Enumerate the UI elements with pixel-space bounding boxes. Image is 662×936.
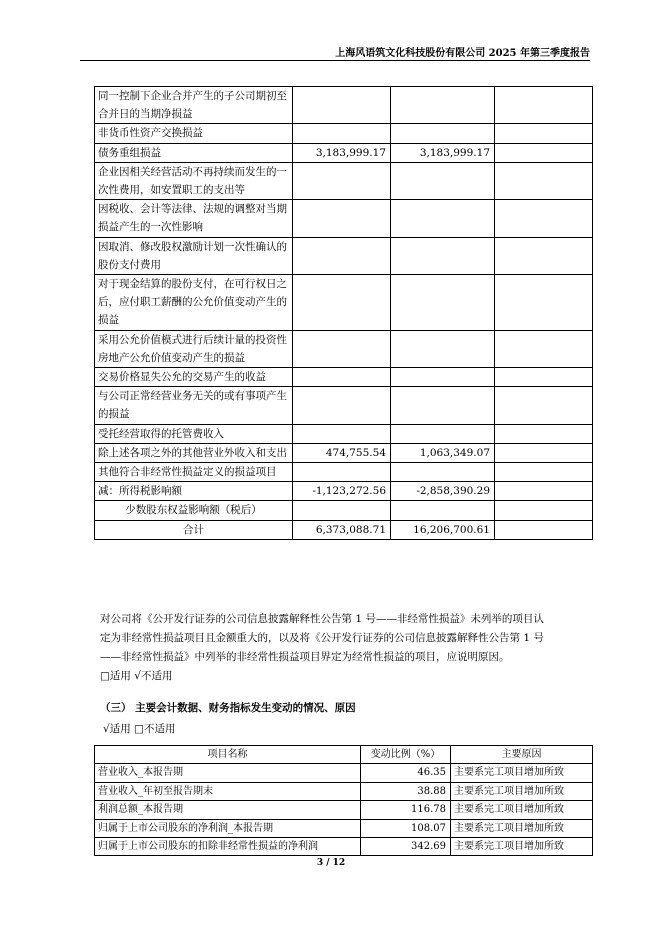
current-value xyxy=(293,124,391,143)
item-name: 利润总额_本报告期 xyxy=(95,801,361,819)
table-row xyxy=(95,200,593,237)
applicability-choice: □适用 √不适用 xyxy=(100,670,173,682)
item-name: 营业收入_本报告期 xyxy=(95,764,361,782)
table-row xyxy=(95,330,593,367)
current-value: 3,183,999.17 xyxy=(293,143,391,162)
current-value xyxy=(293,501,391,520)
item-label: 少数股东权益影响额（税后） xyxy=(95,501,293,520)
current-value xyxy=(293,387,391,424)
column-header: 项目名称 xyxy=(95,746,361,764)
ytd-value: 1,063,349.07 xyxy=(391,443,495,462)
ytd-value xyxy=(391,275,495,331)
table-row xyxy=(95,764,593,782)
table-row xyxy=(95,162,593,199)
note-cell xyxy=(495,143,593,162)
paragraph-line: 定为非经常性损益项目且金额重大的，以及将《公开发行证券的公司信息披露解释性公告第 1 号 xyxy=(100,632,544,644)
table-row xyxy=(95,443,593,462)
item-label: 采用公允价值模式进行后续计量的投资性房地产公允价值变动产生的损益 xyxy=(95,330,293,367)
ytd-value: -2,858,390.29 xyxy=(391,482,495,501)
table-row xyxy=(95,368,593,387)
note-cell xyxy=(495,87,593,124)
current-value xyxy=(293,237,391,274)
table-row xyxy=(95,520,593,539)
note-cell xyxy=(495,200,593,237)
item-label: 同一控制下企业合并产生的子公司期初至合并日的当期净损益 xyxy=(95,87,293,124)
table-row xyxy=(95,801,593,819)
current-value: 6,373,088.71 xyxy=(293,520,391,539)
current-value xyxy=(293,463,391,482)
note-cell xyxy=(495,482,593,501)
note-cell xyxy=(495,387,593,424)
item-label: 企业因相关经营活动不再持续而发生的一次性费用，如安置职工的支出等 xyxy=(95,162,293,199)
note-cell xyxy=(495,443,593,462)
note-cell xyxy=(495,162,593,199)
change-ratio: 108.07 xyxy=(361,819,451,837)
ytd-value xyxy=(391,162,495,199)
item-label: 因税收、会计等法律、法规的调整对当期损益产生的一次性影响 xyxy=(95,200,293,237)
item-label: 因取消、修改股权激励计划一次性确认的股份支付费用 xyxy=(95,237,293,274)
item-label: 对于现金结算的股份支付，在可行权日之后，应付职工薪酬的公允价值变动产生的损益 xyxy=(95,275,293,331)
column-header: 变动比例（%） xyxy=(361,746,451,764)
main-reason: 主要系完工项目增加所致 xyxy=(451,819,593,837)
note-cell xyxy=(495,124,593,143)
table-header-row xyxy=(95,746,593,764)
column-header: 主要原因 xyxy=(451,746,593,764)
item-name: 归属于上市公司股东的扣除非经常性损益的净利润 xyxy=(95,838,361,856)
ytd-value xyxy=(391,237,495,274)
table-row xyxy=(95,87,593,124)
item-label: 减：所得税影响额 xyxy=(95,482,293,501)
note-cell xyxy=(495,501,593,520)
section-applicability-choice: √适用 □不适用 xyxy=(103,723,176,735)
note-cell xyxy=(495,520,593,539)
ytd-value xyxy=(391,501,495,520)
ytd-value xyxy=(391,368,495,387)
current-value: 474,755.54 xyxy=(293,443,391,462)
current-value xyxy=(293,162,391,199)
item-label: 非货币性资产交换损益 xyxy=(95,124,293,143)
ytd-value xyxy=(391,387,495,424)
item-label: 受托经营取得的托管费收入 xyxy=(95,424,293,443)
main-reason: 主要系完工项目增加所致 xyxy=(451,838,593,856)
paragraph-line: 对公司将《公开发行证券的公司信息披露解释性公告第 1 号——非经常性损益》未列举的项目认 xyxy=(100,613,544,625)
page-number: 3 / 12 xyxy=(316,858,346,868)
change-ratio: 116.78 xyxy=(361,801,451,819)
paragraph-line: ——非经常性损益》中列举的非经常性损益项目界定为经常性损益的项目，应说明原因。 xyxy=(100,651,510,663)
change-ratio: 342.69 xyxy=(361,838,451,856)
item-name: 营业收入_年初至报告期末 xyxy=(95,782,361,800)
non-recurring-items-table xyxy=(94,86,593,540)
main-reason: 主要系完工项目增加所致 xyxy=(451,764,593,782)
ytd-value xyxy=(391,124,495,143)
item-label: 与公司正常经营业务无关的或有事项产生的损益 xyxy=(95,387,293,424)
table-row xyxy=(95,819,593,837)
current-value xyxy=(293,200,391,237)
table-row xyxy=(95,143,593,162)
item-label: 债务重组损益 xyxy=(95,143,293,162)
ytd-value xyxy=(391,87,495,124)
change-ratio: 46.35 xyxy=(361,764,451,782)
table-row xyxy=(95,424,593,443)
item-label: 其他符合非经常性损益定义的损益项目 xyxy=(95,463,293,482)
note-cell xyxy=(495,368,593,387)
section-title: （三） 主要会计数据、财务指标发生变动的情况、原因 xyxy=(100,702,356,714)
current-value xyxy=(293,368,391,387)
table-row xyxy=(95,482,593,501)
item-label: 除上述各项之外的其他营业外收入和支出 xyxy=(95,443,293,462)
main-reason: 主要系完工项目增加所致 xyxy=(451,782,593,800)
note-cell xyxy=(495,463,593,482)
item-label: 交易价格显失公允的交易产生的收益 xyxy=(95,368,293,387)
header-divider xyxy=(80,60,590,61)
ytd-value xyxy=(391,200,495,237)
ytd-value: 3,183,999.17 xyxy=(391,143,495,162)
current-value xyxy=(293,330,391,367)
current-value xyxy=(293,424,391,443)
note-cell xyxy=(495,275,593,331)
explanation-paragraph xyxy=(100,610,592,686)
table-row xyxy=(95,387,593,424)
ytd-value xyxy=(391,463,495,482)
note-cell xyxy=(495,424,593,443)
item-name: 归属于上市公司股东的净利润_本报告期 xyxy=(95,819,361,837)
current-value xyxy=(293,87,391,124)
ytd-value xyxy=(391,424,495,443)
change-ratio: 38.88 xyxy=(361,782,451,800)
ytd-value xyxy=(391,330,495,367)
table-row xyxy=(95,501,593,520)
note-cell xyxy=(495,330,593,367)
table-row xyxy=(95,782,593,800)
table-row xyxy=(95,124,593,143)
table-row xyxy=(95,237,593,274)
current-value xyxy=(293,275,391,331)
table-row xyxy=(95,463,593,482)
main-reason: 主要系完工项目增加所致 xyxy=(451,801,593,819)
change-reasons-table xyxy=(94,745,593,856)
note-cell xyxy=(495,237,593,274)
ytd-value: 16,206,700.61 xyxy=(391,520,495,539)
report-header: 上海风语筑文化科技股份有限公司 2025 年第三季度报告 xyxy=(335,48,590,59)
table-row xyxy=(95,275,593,331)
current-value: -1,123,272.56 xyxy=(293,482,391,501)
table-row xyxy=(95,838,593,856)
item-label: 合计 xyxy=(95,520,293,539)
